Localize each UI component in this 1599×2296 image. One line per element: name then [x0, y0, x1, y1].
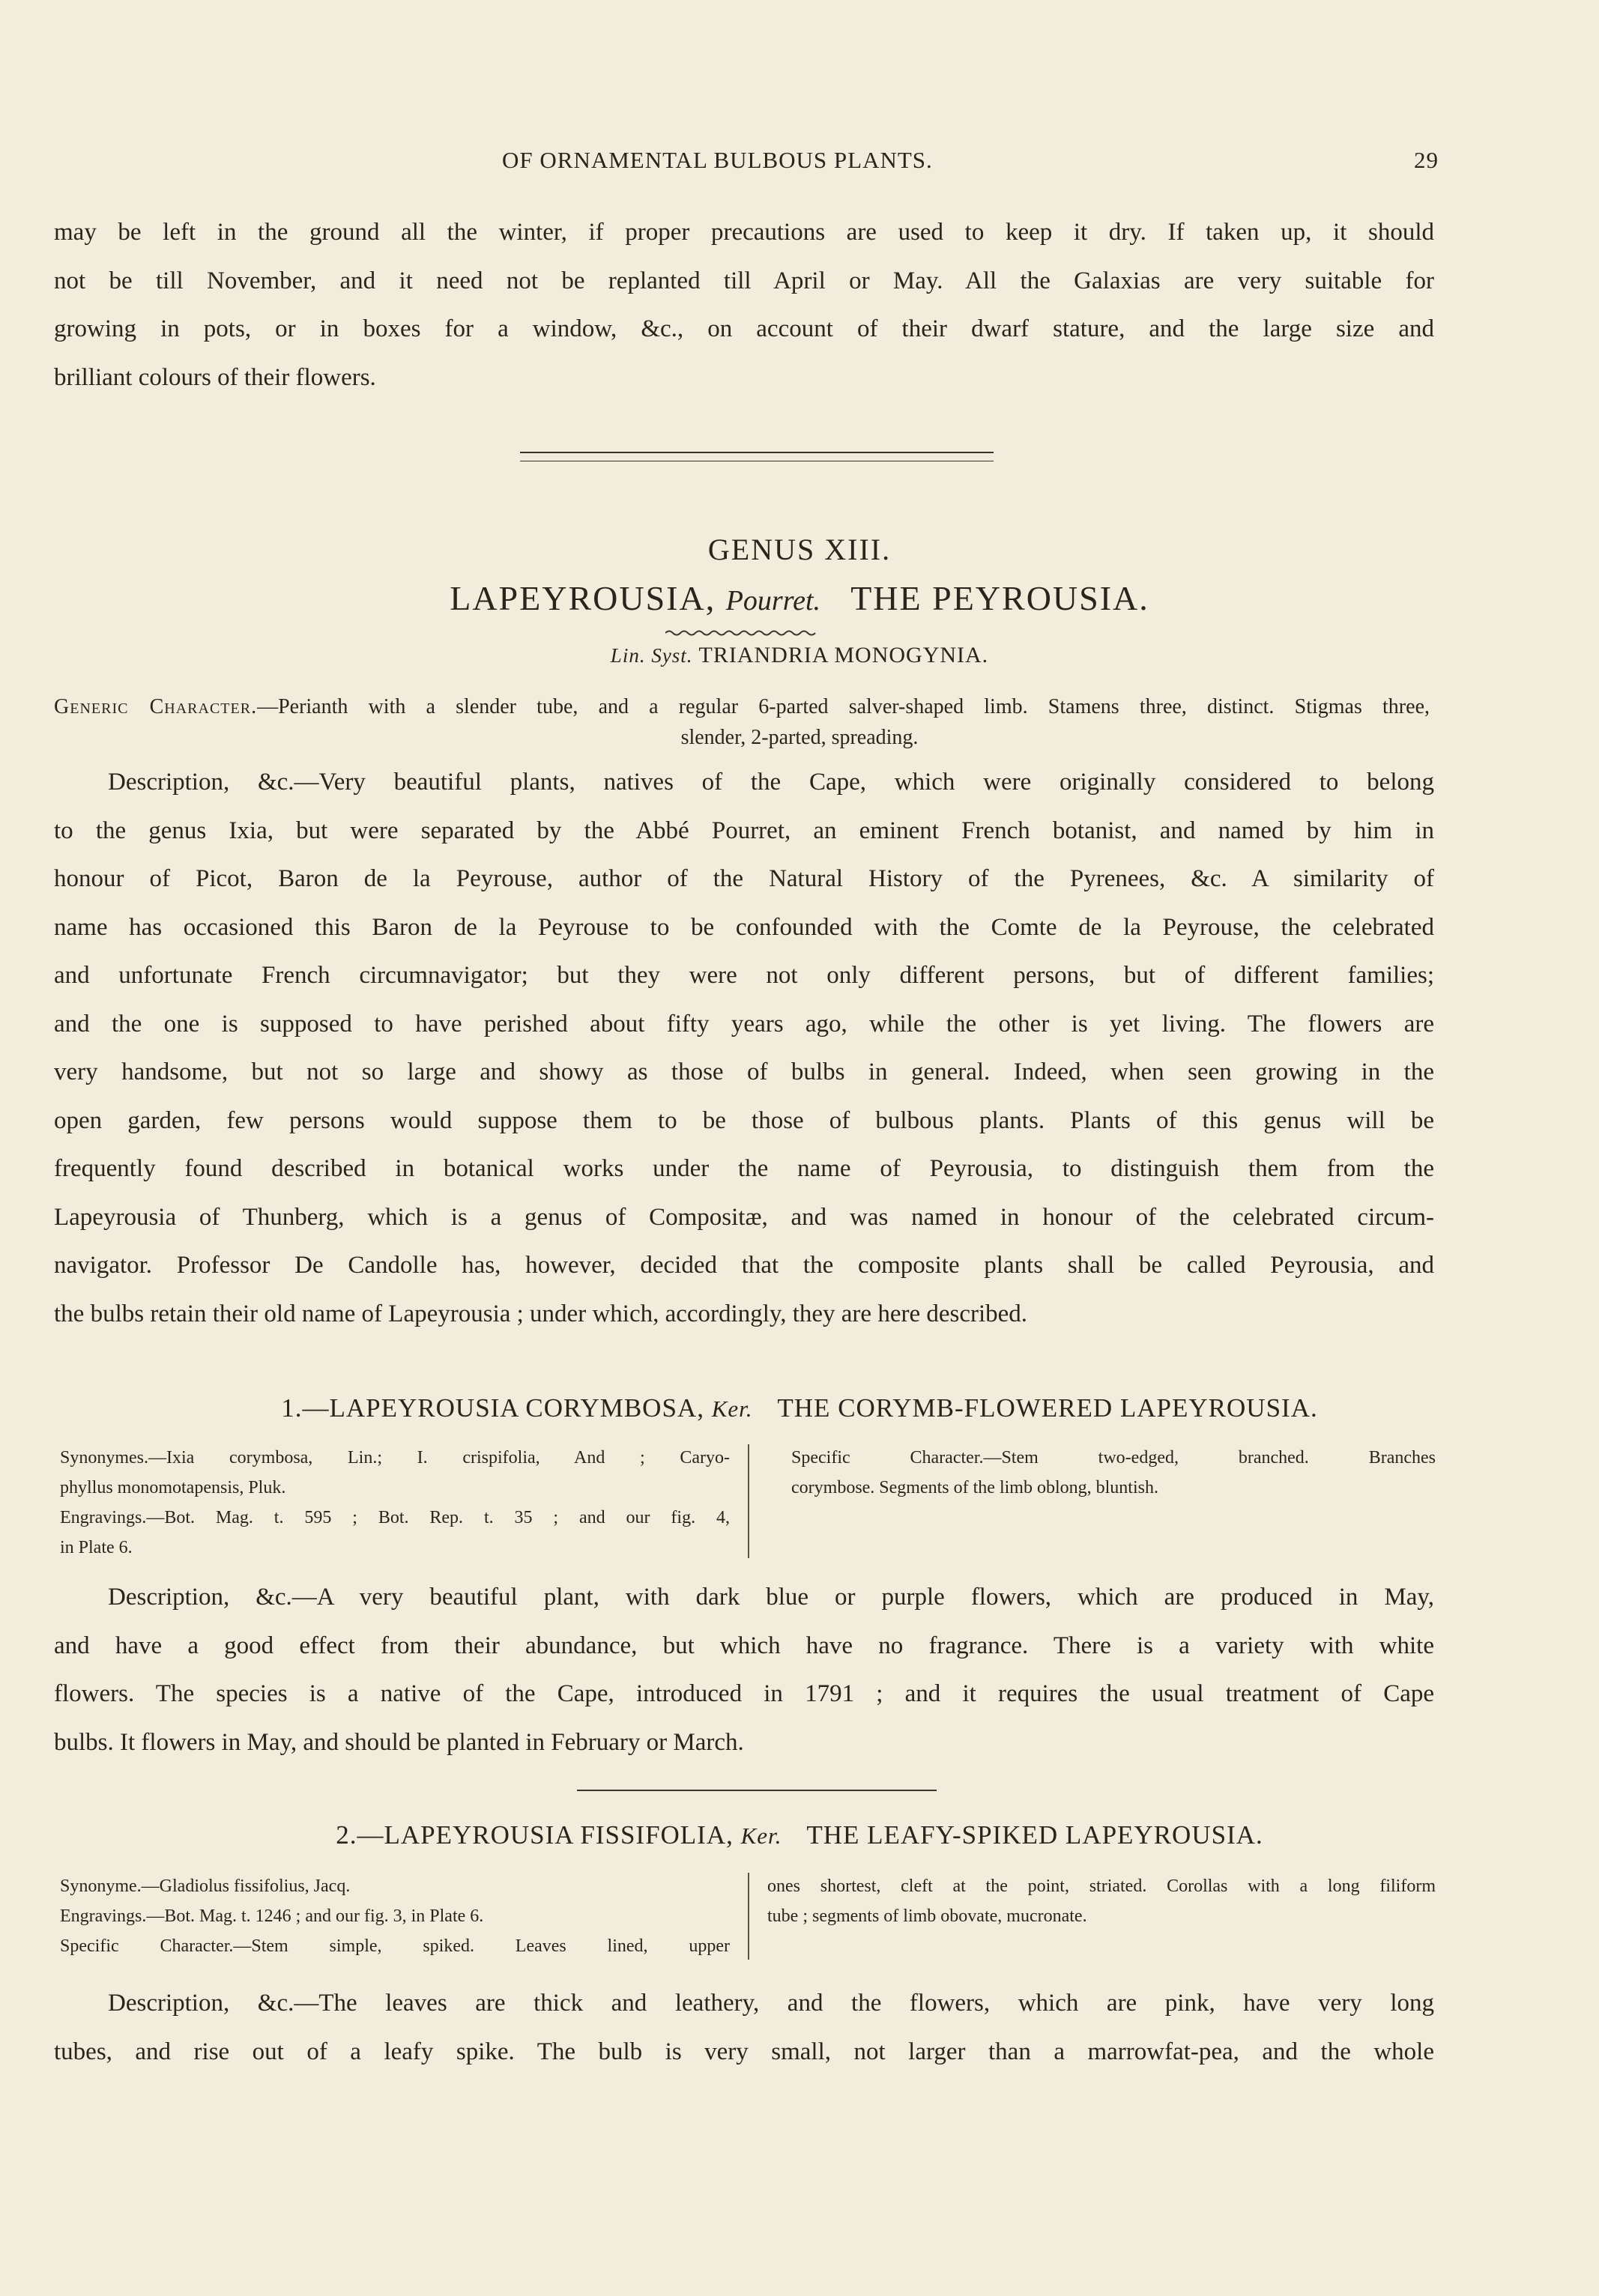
note-line: Specific Character.—Stem two-edged, branched. Branches — [791, 1448, 1436, 1467]
text-line: Lapeyrousia of Thunberg, which is a genus of Compositæ, and was named in honour of the celebrated circum- — [54, 1203, 1434, 1231]
species-1-description — [54, 1573, 1434, 1766]
species-2-left-notes — [60, 1871, 730, 1961]
note-line: corymbose. Segments of the limb oblong, bluntish. — [791, 1478, 1158, 1497]
genus-common-name: THE PEYROUSIA. — [850, 579, 1149, 617]
text-line: navigator. Professor De Candolle has, however, decided that the composite plants shall be called Peyrousia, and — [54, 1252, 1434, 1279]
genus-number: GENUS XIII. — [707, 533, 892, 566]
page-number: 29 — [1414, 147, 1439, 173]
note-line: phyllus monomotapensis, Pluk. — [60, 1478, 286, 1497]
generic-character-line-1: —Perianth with a slender tube, and a regular 6-parted salver-shaped limb. Stamens three, distinct. Stigmas three, — [257, 695, 1430, 718]
text-line: flowers. The species is a native of the Cape, introduced in 1791 ; and it requires the usual treatment of Cape — [54, 1680, 1434, 1707]
text-line: growing in pots, or in boxes for a window, &c., on account of their dwarf stature, and the large size and — [54, 315, 1434, 342]
wavy-ornament — [665, 628, 820, 638]
linnaean-system — [0, 643, 1599, 668]
species-2-right-notes — [767, 1871, 1436, 1931]
column-divider — [748, 1873, 749, 1960]
text-line: frequently found described in botanical works under the name of Peyrousia, to distinguish them from the — [54, 1155, 1434, 1182]
note-line: tube ; segments of limb obovate, mucronate. — [767, 1906, 1087, 1926]
system-label: Lin. Syst. — [610, 644, 693, 667]
species-2-name: 2.—LAPEYROUSIA FISSIFOLIA, — [336, 1820, 734, 1850]
text-line: and have a good effect from their abundance, but which have no fragrance. There is a variety with white — [54, 1632, 1434, 1659]
text-line: Description, &c.—A very beautiful plant, with dark blue or purple flowers, which are produced in May, — [108, 1584, 1434, 1611]
text-line: tubes, and rise out of a leafy spike. The bulb is very small, not larger than a marrowfat-pea, and the whole — [54, 2038, 1434, 2065]
text-line: honour of Picot, Baron de la Peyrouse, author of the Natural History of the Pyrenees, &c. A similarity of — [54, 865, 1434, 892]
text-line: open garden, few persons would suppose them to be those of bulbous plants. Plants of this genus will be — [54, 1106, 1434, 1134]
species-1-left-notes — [60, 1443, 730, 1563]
note-line: ones shortest, cleft at the point, striated. Corollas with a long filiform — [767, 1877, 1436, 1896]
text-line: and the one is supposed to have perished about fifty years ago, while the other is yet living. The flowers are — [54, 1010, 1434, 1038]
system-value: TRIANDRIA MONOGYNIA. — [698, 643, 989, 667]
text-line: very handsome, but not so large and showy as those of bulbs in general. Indeed, when seen growing in the — [54, 1058, 1434, 1085]
text-line: and unfortunate French circumnavigator; but they were not only different persons, but of different families; — [54, 962, 1434, 989]
text-line: may be left in the ground all the winter, if proper precautions are used to keep it dry. If taken up, it should — [54, 219, 1434, 246]
text-line: the bulbs retain their old name of Lapeyrousia ; under which, accordingly, they are here described. — [54, 1300, 1028, 1327]
text-line: not be till November, and it need not be replanted till April or May. All the Galaxias are very suitable for — [54, 267, 1434, 294]
note-line: Engravings.—Bot. Mag. t. 1246 ; and our fig. 3, in Plate 6. — [60, 1906, 484, 1926]
genus-name: LAPEYROUSIA, — [450, 579, 716, 617]
species-2-author: Ker. — [740, 1823, 782, 1849]
species-2-description — [54, 1979, 1434, 2076]
text-line: Description, &c.—Very beautiful plants, natives of the Cape, which were originally considered to belong — [108, 769, 1434, 796]
intro-paragraph — [54, 208, 1434, 402]
text-line: bulbs. It flowers in May, and should be planted in February or March. — [54, 1728, 744, 1756]
generic-character-label: Generic Character. — [54, 695, 258, 718]
note-line: in Plate 6. — [60, 1538, 133, 1557]
text-line: Description, &c.—The leaves are thick and leathery, and the flowers, which are pink, have very long — [108, 1990, 1434, 2017]
species-2-common-name: THE LEAFY-SPIKED LAPEYROUSIA. — [806, 1820, 1263, 1850]
text-line: name has occasioned this Baron de la Peyrouse to be confounded with the Comte de la Peyrouse, the celebrated — [54, 913, 1434, 941]
species-2-heading — [0, 1820, 1599, 1850]
species-1-author: Ker. — [711, 1396, 753, 1422]
species-1-right-notes — [791, 1443, 1436, 1503]
genus-description — [54, 758, 1434, 1338]
section-rule — [577, 1790, 937, 1791]
column-divider — [748, 1444, 749, 1558]
genus-author: Pourret. — [725, 585, 821, 617]
species-1-name: 1.—LAPEYROUSIA CORYMBOSA, — [281, 1393, 704, 1423]
species-1-heading — [0, 1393, 1599, 1423]
genus-title — [0, 578, 1599, 618]
species-1-common-name: THE CORYMB-FLOWERED LAPEYROUSIA. — [777, 1393, 1318, 1423]
running-title: OF ORNAMENTAL BULBOUS PLANTS. — [502, 147, 933, 173]
generic-character — [54, 695, 1430, 719]
note-line: Engravings.—Bot. Mag. t. 595 ; Bot. Rep. t. 35 ; and our fig. 4, — [60, 1508, 730, 1527]
note-line: Synonymes.—Ixia corymbosa, Lin.; I. crispifolia, And ; Caryo- — [60, 1448, 730, 1467]
note-line: Specific Character.—Stem simple, spiked. Leaves lined, upper — [60, 1936, 730, 1956]
text-line: to the genus Ixia, but were separated by the Abbé Pourret, an eminent French botanist, and named by him in — [54, 817, 1434, 844]
text-line: brilliant colours of their flowers. — [54, 363, 376, 391]
generic-character-line-2: slender, 2-parted, spreading. — [680, 726, 919, 749]
double-rule-top — [520, 452, 994, 453]
note-line: Synonyme.—Gladiolus fissifolius, Jacq. — [60, 1877, 351, 1896]
